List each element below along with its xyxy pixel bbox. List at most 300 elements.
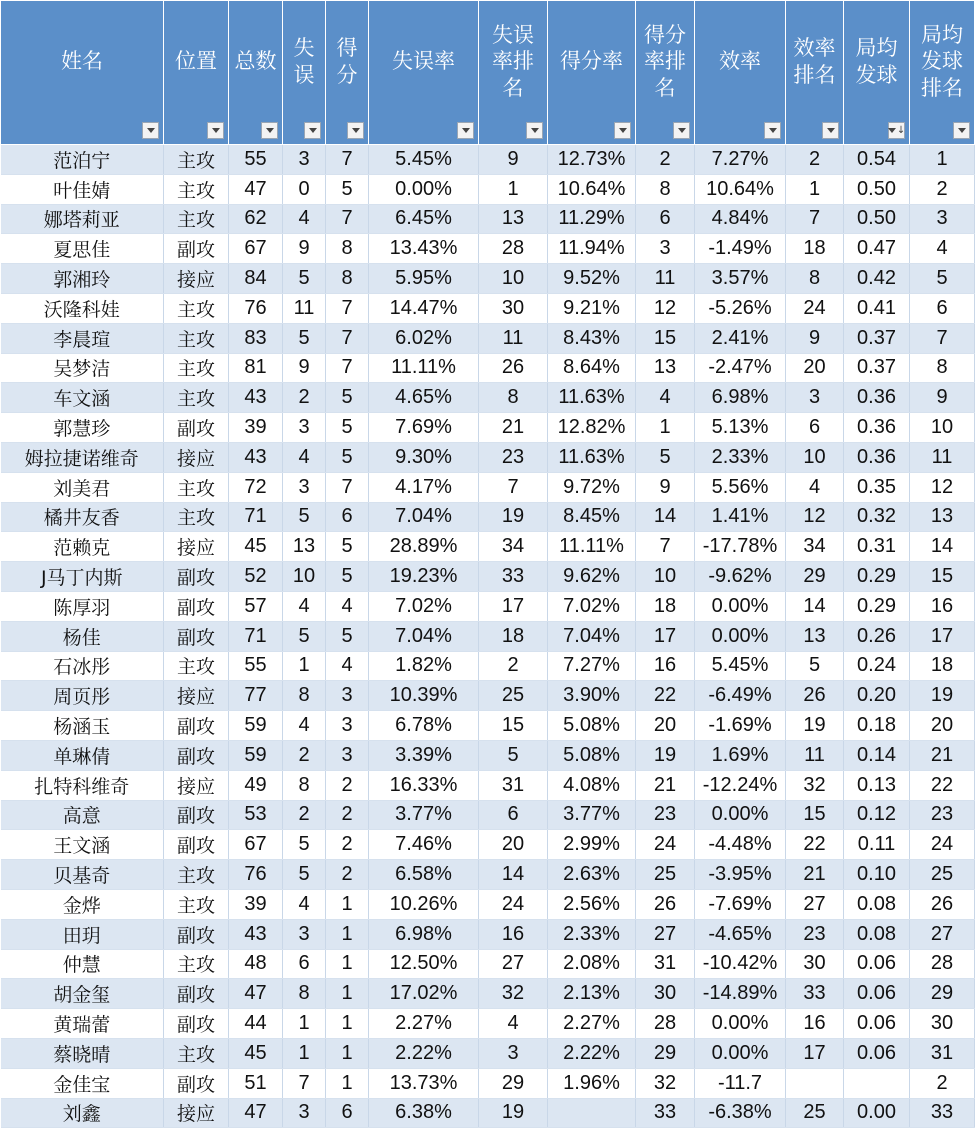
cell-得分[interactable]: 7	[326, 204, 369, 234]
cell-效率[interactable]: -6.49%	[695, 681, 786, 711]
cell-得分[interactable]: 1	[326, 1068, 369, 1098]
cell-失误率排名[interactable]: 32	[479, 979, 548, 1009]
cell-得分[interactable]: 5	[326, 621, 369, 651]
cell-效率[interactable]: 5.45%	[695, 651, 786, 681]
cell-效率[interactable]: -4.48%	[695, 830, 786, 860]
cell-效率排名[interactable]: 24	[786, 293, 844, 323]
cell-得分[interactable]: 2	[326, 770, 369, 800]
cell-效率[interactable]: 7.27%	[695, 145, 786, 175]
cell-得分率[interactable]: 9.21%	[548, 293, 636, 323]
cell-得分率[interactable]: 2.13%	[548, 979, 636, 1009]
cell-得分率[interactable]: 10.64%	[548, 174, 636, 204]
cell-局均发球[interactable]: 0.12	[844, 800, 910, 830]
cell-局均发球[interactable]: 0.29	[844, 591, 910, 621]
cell-得分率[interactable]: 2.27%	[548, 1009, 636, 1039]
cell-效率排名[interactable]: 3	[786, 383, 844, 413]
cell-得分率排名[interactable]: 9	[636, 472, 695, 502]
cell-局均发球排名[interactable]: 16	[910, 591, 975, 621]
cell-姓名[interactable]: 扎特科维奇	[1, 770, 164, 800]
cell-效率[interactable]: -9.62%	[695, 562, 786, 592]
cell-失误[interactable]: 3	[283, 413, 326, 443]
cell-失误率排名[interactable]: 18	[479, 621, 548, 651]
cell-失误率排名[interactable]: 2	[479, 651, 548, 681]
cell-失误率[interactable]: 7.04%	[369, 502, 479, 532]
cell-得分率[interactable]: 2.99%	[548, 830, 636, 860]
cell-位置[interactable]: 主攻	[164, 502, 229, 532]
cell-局均发球排名[interactable]: 2	[910, 174, 975, 204]
cell-总数[interactable]: 47	[229, 979, 283, 1009]
cell-得分[interactable]: 1	[326, 949, 369, 979]
cell-得分率[interactable]: 12.82%	[548, 413, 636, 443]
cell-局均发球[interactable]: 0.31	[844, 532, 910, 562]
cell-效率排名[interactable]: 30	[786, 949, 844, 979]
cell-局均发球[interactable]: 0.10	[844, 860, 910, 890]
cell-得分率[interactable]: 2.22%	[548, 1038, 636, 1068]
cell-得分率排名[interactable]: 1	[636, 413, 695, 443]
cell-姓名[interactable]: 刘鑫	[1, 1098, 164, 1128]
cell-失误率排名[interactable]: 13	[479, 204, 548, 234]
filter-dropdown-icon[interactable]	[457, 122, 474, 139]
column-header-1[interactable]	[164, 1, 229, 145]
cell-局均发球[interactable]	[844, 1068, 910, 1098]
cell-失误率[interactable]: 7.04%	[369, 621, 479, 651]
cell-得分[interactable]: 1	[326, 1009, 369, 1039]
cell-得分率[interactable]: 11.94%	[548, 234, 636, 264]
cell-得分率排名[interactable]: 24	[636, 830, 695, 860]
cell-得分率[interactable]: 9.52%	[548, 264, 636, 294]
column-header-9[interactable]	[695, 1, 786, 145]
cell-姓名[interactable]: 贝基奇	[1, 860, 164, 890]
cell-效率排名[interactable]: 11	[786, 740, 844, 770]
cell-失误率[interactable]: 16.33%	[369, 770, 479, 800]
cell-失误率排名[interactable]: 29	[479, 1068, 548, 1098]
cell-得分率排名[interactable]: 20	[636, 711, 695, 741]
cell-位置[interactable]: 副攻	[164, 800, 229, 830]
cell-得分率排名[interactable]: 18	[636, 591, 695, 621]
cell-得分率[interactable]: 2.56%	[548, 889, 636, 919]
cell-位置[interactable]: 主攻	[164, 889, 229, 919]
cell-得分[interactable]: 2	[326, 860, 369, 890]
cell-失误率[interactable]: 7.69%	[369, 413, 479, 443]
cell-失误率[interactable]: 11.11%	[369, 353, 479, 383]
cell-效率排名[interactable]: 19	[786, 711, 844, 741]
cell-局均发球排名[interactable]: 19	[910, 681, 975, 711]
cell-局均发球[interactable]: 0.26	[844, 621, 910, 651]
cell-得分率排名[interactable]: 13	[636, 353, 695, 383]
cell-得分[interactable]: 5	[326, 174, 369, 204]
cell-得分率排名[interactable]: 2	[636, 145, 695, 175]
cell-总数[interactable]: 43	[229, 442, 283, 472]
cell-效率排名[interactable]: 5	[786, 651, 844, 681]
cell-效率[interactable]: -6.38%	[695, 1098, 786, 1128]
cell-得分率[interactable]: 8.43%	[548, 323, 636, 353]
cell-失误率[interactable]: 13.73%	[369, 1068, 479, 1098]
cell-姓名[interactable]: 金烨	[1, 889, 164, 919]
cell-位置[interactable]: 主攻	[164, 1038, 229, 1068]
cell-局均发球排名[interactable]: 7	[910, 323, 975, 353]
cell-效率[interactable]: -4.65%	[695, 919, 786, 949]
cell-姓名[interactable]: 高意	[1, 800, 164, 830]
cell-得分率排名[interactable]: 11	[636, 264, 695, 294]
cell-位置[interactable]: 副攻	[164, 1009, 229, 1039]
cell-失误[interactable]: 4	[283, 204, 326, 234]
cell-失误[interactable]: 8	[283, 979, 326, 1009]
cell-失误[interactable]: 4	[283, 889, 326, 919]
cell-效率排名[interactable]: 14	[786, 591, 844, 621]
cell-得分率[interactable]: 11.63%	[548, 383, 636, 413]
cell-失误率排名[interactable]: 19	[479, 502, 548, 532]
cell-效率排名[interactable]	[786, 1068, 844, 1098]
cell-位置[interactable]: 主攻	[164, 293, 229, 323]
cell-位置[interactable]: 主攻	[164, 174, 229, 204]
cell-局均发球排名[interactable]: 23	[910, 800, 975, 830]
cell-位置[interactable]: 接应	[164, 681, 229, 711]
cell-总数[interactable]: 43	[229, 919, 283, 949]
cell-姓名[interactable]: 范泊宁	[1, 145, 164, 175]
cell-总数[interactable]: 51	[229, 1068, 283, 1098]
cell-失误[interactable]: 1	[283, 1009, 326, 1039]
cell-效率排名[interactable]: 1	[786, 174, 844, 204]
cell-局均发球排名[interactable]: 5	[910, 264, 975, 294]
cell-失误率排名[interactable]: 26	[479, 353, 548, 383]
cell-局均发球排名[interactable]: 22	[910, 770, 975, 800]
cell-姓名[interactable]: 吴梦洁	[1, 353, 164, 383]
column-header-6[interactable]	[479, 1, 548, 145]
cell-得分率[interactable]: 12.73%	[548, 145, 636, 175]
cell-失误率排名[interactable]: 5	[479, 740, 548, 770]
cell-局均发球[interactable]: 0.47	[844, 234, 910, 264]
cell-失误率[interactable]: 6.45%	[369, 204, 479, 234]
cell-局均发球排名[interactable]: 24	[910, 830, 975, 860]
cell-失误[interactable]: 0	[283, 174, 326, 204]
cell-总数[interactable]: 67	[229, 234, 283, 264]
cell-局均发球[interactable]: 0.50	[844, 204, 910, 234]
cell-得分率[interactable]: 11.11%	[548, 532, 636, 562]
cell-效率排名[interactable]: 33	[786, 979, 844, 1009]
cell-总数[interactable]: 83	[229, 323, 283, 353]
cell-失误[interactable]: 7	[283, 1068, 326, 1098]
cell-效率排名[interactable]: 13	[786, 621, 844, 651]
cell-得分[interactable]: 1	[326, 979, 369, 1009]
cell-失误[interactable]: 5	[283, 860, 326, 890]
cell-得分率排名[interactable]: 4	[636, 383, 695, 413]
cell-姓名[interactable]: 郭湘玲	[1, 264, 164, 294]
cell-局均发球[interactable]: 0.00	[844, 1098, 910, 1128]
cell-得分率[interactable]: 4.08%	[548, 770, 636, 800]
cell-得分率[interactable]: 11.29%	[548, 204, 636, 234]
cell-失误[interactable]: 10	[283, 562, 326, 592]
cell-得分[interactable]: 6	[326, 502, 369, 532]
cell-效率[interactable]: -12.24%	[695, 770, 786, 800]
cell-失误率[interactable]: 6.02%	[369, 323, 479, 353]
cell-效率排名[interactable]: 25	[786, 1098, 844, 1128]
cell-得分[interactable]: 3	[326, 740, 369, 770]
cell-失误[interactable]: 5	[283, 621, 326, 651]
cell-失误[interactable]: 9	[283, 353, 326, 383]
cell-局均发球[interactable]: 0.54	[844, 145, 910, 175]
cell-局均发球排名[interactable]: 10	[910, 413, 975, 443]
cell-局均发球排名[interactable]: 33	[910, 1098, 975, 1128]
cell-得分率排名[interactable]: 16	[636, 651, 695, 681]
cell-总数[interactable]: 57	[229, 591, 283, 621]
cell-效率[interactable]: 1.41%	[695, 502, 786, 532]
cell-失误率排名[interactable]: 8	[479, 383, 548, 413]
column-header-5[interactable]	[369, 1, 479, 145]
column-header-2[interactable]	[229, 1, 283, 145]
cell-局均发球排名[interactable]: 17	[910, 621, 975, 651]
cell-局均发球[interactable]: 0.13	[844, 770, 910, 800]
cell-得分[interactable]: 2	[326, 800, 369, 830]
cell-姓名[interactable]: 田玥	[1, 919, 164, 949]
cell-位置[interactable]: 主攻	[164, 353, 229, 383]
cell-得分率[interactable]: 2.08%	[548, 949, 636, 979]
cell-得分率[interactable]: 5.08%	[548, 740, 636, 770]
cell-局均发球[interactable]: 0.24	[844, 651, 910, 681]
cell-局均发球排名[interactable]: 6	[910, 293, 975, 323]
cell-姓名[interactable]: 夏思佳	[1, 234, 164, 264]
cell-失误率[interactable]: 6.38%	[369, 1098, 479, 1128]
cell-局均发球[interactable]: 0.37	[844, 353, 910, 383]
cell-失误率排名[interactable]: 11	[479, 323, 548, 353]
cell-失误率[interactable]: 7.02%	[369, 591, 479, 621]
cell-得分率[interactable]: 8.64%	[548, 353, 636, 383]
cell-姓名[interactable]: 单琳倩	[1, 740, 164, 770]
cell-失误率[interactable]: 28.89%	[369, 532, 479, 562]
cell-姓名[interactable]: 黄瑞蕾	[1, 1009, 164, 1039]
cell-失误率[interactable]: 13.43%	[369, 234, 479, 264]
cell-位置[interactable]: 接应	[164, 1098, 229, 1128]
cell-效率[interactable]: 0.00%	[695, 800, 786, 830]
cell-效率[interactable]: 0.00%	[695, 621, 786, 651]
cell-失误率排名[interactable]: 17	[479, 591, 548, 621]
cell-效率[interactable]: 1.69%	[695, 740, 786, 770]
cell-得分[interactable]: 5	[326, 413, 369, 443]
cell-局均发球排名[interactable]: 12	[910, 472, 975, 502]
cell-局均发球排名[interactable]: 30	[910, 1009, 975, 1039]
column-header-0[interactable]	[1, 1, 164, 145]
cell-位置[interactable]: 副攻	[164, 979, 229, 1009]
cell-局均发球[interactable]: 0.11	[844, 830, 910, 860]
cell-失误率[interactable]: 3.39%	[369, 740, 479, 770]
cell-效率[interactable]: 4.84%	[695, 204, 786, 234]
filter-dropdown-icon[interactable]	[953, 122, 970, 139]
cell-失误率排名[interactable]: 7	[479, 472, 548, 502]
cell-得分[interactable]: 8	[326, 264, 369, 294]
cell-失误率[interactable]: 5.45%	[369, 145, 479, 175]
cell-位置[interactable]: 副攻	[164, 413, 229, 443]
column-header-3[interactable]	[283, 1, 326, 145]
cell-得分[interactable]: 7	[326, 145, 369, 175]
cell-总数[interactable]: 45	[229, 1038, 283, 1068]
cell-总数[interactable]: 39	[229, 889, 283, 919]
cell-失误率排名[interactable]: 23	[479, 442, 548, 472]
cell-姓名[interactable]: 陈厚羽	[1, 591, 164, 621]
cell-效率排名[interactable]: 4	[786, 472, 844, 502]
cell-局均发球排名[interactable]: 28	[910, 949, 975, 979]
filter-dropdown-icon[interactable]	[526, 122, 543, 139]
cell-失误率排名[interactable]: 27	[479, 949, 548, 979]
cell-得分率排名[interactable]: 10	[636, 562, 695, 592]
cell-得分[interactable]: 8	[326, 234, 369, 264]
cell-局均发球排名[interactable]: 26	[910, 889, 975, 919]
cell-得分率[interactable]: 8.45%	[548, 502, 636, 532]
cell-总数[interactable]: 39	[229, 413, 283, 443]
cell-得分率排名[interactable]: 33	[636, 1098, 695, 1128]
cell-姓名[interactable]: 娜塔莉亚	[1, 204, 164, 234]
cell-效率[interactable]: 0.00%	[695, 1038, 786, 1068]
cell-失误率[interactable]: 4.65%	[369, 383, 479, 413]
cell-得分率排名[interactable]: 3	[636, 234, 695, 264]
cell-失误率排名[interactable]: 25	[479, 681, 548, 711]
filter-dropdown-icon[interactable]	[142, 122, 159, 139]
cell-失误率[interactable]: 3.77%	[369, 800, 479, 830]
cell-局均发球排名[interactable]: 9	[910, 383, 975, 413]
cell-姓名[interactable]: 刘美君	[1, 472, 164, 502]
cell-得分[interactable]: 6	[326, 1098, 369, 1128]
cell-失误率[interactable]: 19.23%	[369, 562, 479, 592]
cell-局均发球[interactable]: 0.06	[844, 1009, 910, 1039]
cell-效率[interactable]: -11.7	[695, 1068, 786, 1098]
cell-效率排名[interactable]: 22	[786, 830, 844, 860]
cell-失误率[interactable]: 0.00%	[369, 174, 479, 204]
cell-局均发球[interactable]: 0.08	[844, 919, 910, 949]
cell-局均发球[interactable]: 0.36	[844, 442, 910, 472]
cell-得分率排名[interactable]: 32	[636, 1068, 695, 1098]
cell-失误[interactable]: 13	[283, 532, 326, 562]
cell-局均发球[interactable]: 0.42	[844, 264, 910, 294]
cell-局均发球排名[interactable]: 11	[910, 442, 975, 472]
cell-局均发球排名[interactable]: 15	[910, 562, 975, 592]
cell-得分率排名[interactable]: 15	[636, 323, 695, 353]
cell-总数[interactable]: 71	[229, 621, 283, 651]
cell-效率[interactable]: 6.98%	[695, 383, 786, 413]
cell-局均发球[interactable]: 0.29	[844, 562, 910, 592]
cell-失误率排名[interactable]: 4	[479, 1009, 548, 1039]
cell-失误率排名[interactable]: 24	[479, 889, 548, 919]
cell-效率[interactable]: -5.26%	[695, 293, 786, 323]
cell-得分[interactable]: 7	[326, 353, 369, 383]
cell-局均发球[interactable]: 0.06	[844, 1038, 910, 1068]
cell-姓名[interactable]: 杨涵玉	[1, 711, 164, 741]
cell-得分率排名[interactable]: 26	[636, 889, 695, 919]
cell-失误[interactable]: 9	[283, 234, 326, 264]
cell-姓名[interactable]: 周页彤	[1, 681, 164, 711]
cell-效率排名[interactable]: 10	[786, 442, 844, 472]
cell-得分[interactable]: 3	[326, 711, 369, 741]
cell-效率[interactable]: 2.41%	[695, 323, 786, 353]
cell-总数[interactable]: 48	[229, 949, 283, 979]
cell-效率[interactable]: 2.33%	[695, 442, 786, 472]
cell-效率[interactable]: -10.42%	[695, 949, 786, 979]
cell-失误率[interactable]: 12.50%	[369, 949, 479, 979]
cell-效率[interactable]: 0.00%	[695, 591, 786, 621]
cell-得分率[interactable]: 1.96%	[548, 1068, 636, 1098]
cell-位置[interactable]: 主攻	[164, 949, 229, 979]
cell-得分率[interactable]: 7.04%	[548, 621, 636, 651]
cell-局均发球排名[interactable]: 20	[910, 711, 975, 741]
cell-位置[interactable]: 主攻	[164, 860, 229, 890]
cell-效率[interactable]: 3.57%	[695, 264, 786, 294]
cell-位置[interactable]: 副攻	[164, 562, 229, 592]
cell-得分[interactable]: 2	[326, 830, 369, 860]
cell-总数[interactable]: 81	[229, 353, 283, 383]
cell-得分[interactable]: 1	[326, 919, 369, 949]
cell-姓名[interactable]: 范赖克	[1, 532, 164, 562]
cell-位置[interactable]: 副攻	[164, 591, 229, 621]
cell-效率排名[interactable]: 7	[786, 204, 844, 234]
cell-效率排名[interactable]: 21	[786, 860, 844, 890]
cell-得分率[interactable]: 7.27%	[548, 651, 636, 681]
filter-dropdown-icon[interactable]	[261, 122, 278, 139]
cell-得分[interactable]: 5	[326, 442, 369, 472]
cell-姓名[interactable]: 郭慧珍	[1, 413, 164, 443]
cell-姓名[interactable]: 王文涵	[1, 830, 164, 860]
cell-失误率排名[interactable]: 10	[479, 264, 548, 294]
cell-得分率[interactable]: 2.63%	[548, 860, 636, 890]
cell-总数[interactable]: 55	[229, 651, 283, 681]
cell-失误[interactable]: 2	[283, 383, 326, 413]
cell-效率[interactable]: -17.78%	[695, 532, 786, 562]
cell-得分率[interactable]: 3.77%	[548, 800, 636, 830]
cell-位置[interactable]: 接应	[164, 532, 229, 562]
cell-得分率排名[interactable]: 6	[636, 204, 695, 234]
cell-位置[interactable]: 主攻	[164, 472, 229, 502]
cell-得分[interactable]: 3	[326, 681, 369, 711]
cell-姓名[interactable]: 橘井友香	[1, 502, 164, 532]
cell-姓名[interactable]: 石冰彤	[1, 651, 164, 681]
cell-得分率[interactable]: 9.62%	[548, 562, 636, 592]
cell-失误率[interactable]: 4.17%	[369, 472, 479, 502]
cell-失误率[interactable]: 7.46%	[369, 830, 479, 860]
cell-局均发球[interactable]: 0.50	[844, 174, 910, 204]
cell-总数[interactable]: 67	[229, 830, 283, 860]
filter-dropdown-icon[interactable]	[207, 122, 224, 139]
cell-得分率排名[interactable]: 7	[636, 532, 695, 562]
cell-局均发球排名[interactable]: 25	[910, 860, 975, 890]
cell-局均发球[interactable]: 0.37	[844, 323, 910, 353]
cell-总数[interactable]: 43	[229, 383, 283, 413]
sort-filter-dropdown-icon[interactable]	[888, 122, 905, 139]
cell-位置[interactable]: 接应	[164, 770, 229, 800]
cell-得分率[interactable]: 5.08%	[548, 711, 636, 741]
cell-局均发球排名[interactable]: 8	[910, 353, 975, 383]
cell-局均发球[interactable]: 0.14	[844, 740, 910, 770]
cell-失误[interactable]: 1	[283, 1038, 326, 1068]
filter-dropdown-icon[interactable]	[614, 122, 631, 139]
cell-姓名[interactable]: 杨佳	[1, 621, 164, 651]
cell-效率排名[interactable]: 12	[786, 502, 844, 532]
cell-效率排名[interactable]: 16	[786, 1009, 844, 1039]
cell-得分[interactable]: 1	[326, 1038, 369, 1068]
cell-失误[interactable]: 3	[283, 1098, 326, 1128]
cell-得分率排名[interactable]: 5	[636, 442, 695, 472]
cell-失误[interactable]: 3	[283, 472, 326, 502]
cell-得分[interactable]: 7	[326, 472, 369, 502]
cell-效率[interactable]: -14.89%	[695, 979, 786, 1009]
cell-效率排名[interactable]: 26	[786, 681, 844, 711]
cell-失误率排名[interactable]: 33	[479, 562, 548, 592]
cell-效率[interactable]: -3.95%	[695, 860, 786, 890]
cell-失误[interactable]: 3	[283, 919, 326, 949]
cell-总数[interactable]: 47	[229, 1098, 283, 1128]
cell-姓名[interactable]: 金佳宝	[1, 1068, 164, 1098]
cell-失误[interactable]: 6	[283, 949, 326, 979]
cell-姓名[interactable]: 车文涵	[1, 383, 164, 413]
cell-总数[interactable]: 84	[229, 264, 283, 294]
cell-效率排名[interactable]: 18	[786, 234, 844, 264]
cell-效率排名[interactable]: 15	[786, 800, 844, 830]
cell-失误率排名[interactable]: 34	[479, 532, 548, 562]
